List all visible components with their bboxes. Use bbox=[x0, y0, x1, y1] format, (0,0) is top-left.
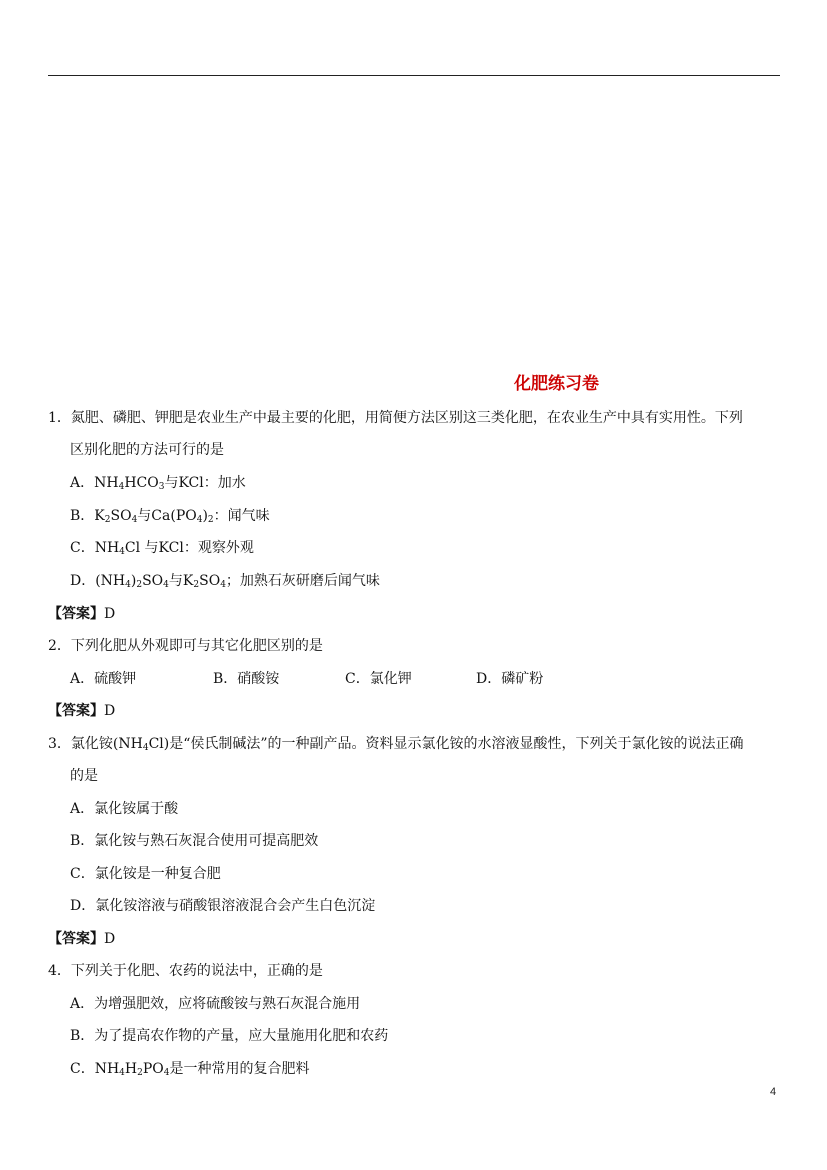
answer-value: D bbox=[104, 703, 116, 719]
q1-stem-line1: 1．氮肥、磷肥、钾肥是农业生产中最主要的化肥，用简便方法区别这三类化肥，在农业生产中具有实用性。下列 bbox=[48, 410, 743, 426]
q2-answer bbox=[48, 701, 115, 721]
q3-option-c: C．氯化铵是一种复合肥 bbox=[70, 866, 221, 882]
header-rule bbox=[48, 75, 780, 76]
page-title: 化肥练习卷 bbox=[514, 374, 599, 394]
q3-option-b: B．氯化铵与熟石灰混合使用可提高肥效 bbox=[70, 833, 319, 849]
answer-value: D bbox=[104, 931, 116, 947]
q2-option-d: D．磷矿粉 bbox=[476, 671, 544, 687]
q4-option-b: B．为了提高农作物的产量，应大量施用化肥和农药 bbox=[70, 1028, 389, 1044]
answer-label: 【答案】 bbox=[48, 931, 104, 947]
q2-options bbox=[0, 669, 827, 689]
q3-stem-line2: 的是 bbox=[70, 768, 98, 784]
answer-value: D bbox=[104, 606, 116, 622]
q3-option-d: D．氯化铵溶液与硝酸银溶液混合会产生白色沉淀 bbox=[70, 898, 376, 914]
q3-answer bbox=[48, 929, 115, 949]
q2-option-b: B．硝酸铵 bbox=[213, 671, 280, 687]
q1-option-d: D．$(NH_4)_2SO_4$与$K_2SO_4$；加熟石灰研磨后闻气味 bbox=[70, 573, 380, 590]
q3-option-a: A．氯化铵属于酸 bbox=[70, 801, 179, 817]
q2-option-c: C．氯化钾 bbox=[345, 671, 412, 687]
q1-option-b: B．$K_2SO_4$与$Ca(PO_4)_2$：闻气味 bbox=[70, 508, 270, 525]
q4-option-a: A．为增强肥效，应将硫酸铵与熟石灰混合施用 bbox=[70, 996, 361, 1012]
page-number: 4 bbox=[770, 1086, 777, 1098]
q4-stem: 4．下列关于化肥、农药的说法中，正确的是 bbox=[48, 963, 323, 979]
q1-stem-line2: 区别化肥的方法可行的是 bbox=[70, 442, 224, 458]
q1-answer bbox=[48, 604, 115, 624]
q1-option-c: C．$NH_4Cl$ 与KCl：观察外观 bbox=[70, 540, 254, 557]
answer-label: 【答案】 bbox=[48, 703, 104, 719]
answer-label: 【答案】 bbox=[48, 606, 104, 622]
q1-option-a: A．$NH_4HCO_3$与KCl：加水 bbox=[70, 475, 246, 492]
q2-option-a: A．硫酸钾 bbox=[70, 671, 137, 687]
q4-option-c: C．$NH_4H_2PO_4$是一种常用的复合肥料 bbox=[70, 1061, 310, 1078]
q2-stem: 2．下列化肥从外观即可与其它化肥区别的是 bbox=[48, 638, 323, 654]
q3-stem-line1: 3．氯化铵$(NH_4Cl)$是“侯氏制碱法”的一种副产品。资料显示氯化铵的水溶液显酸性，下列关于氯化铵的说法正确 bbox=[48, 736, 744, 753]
